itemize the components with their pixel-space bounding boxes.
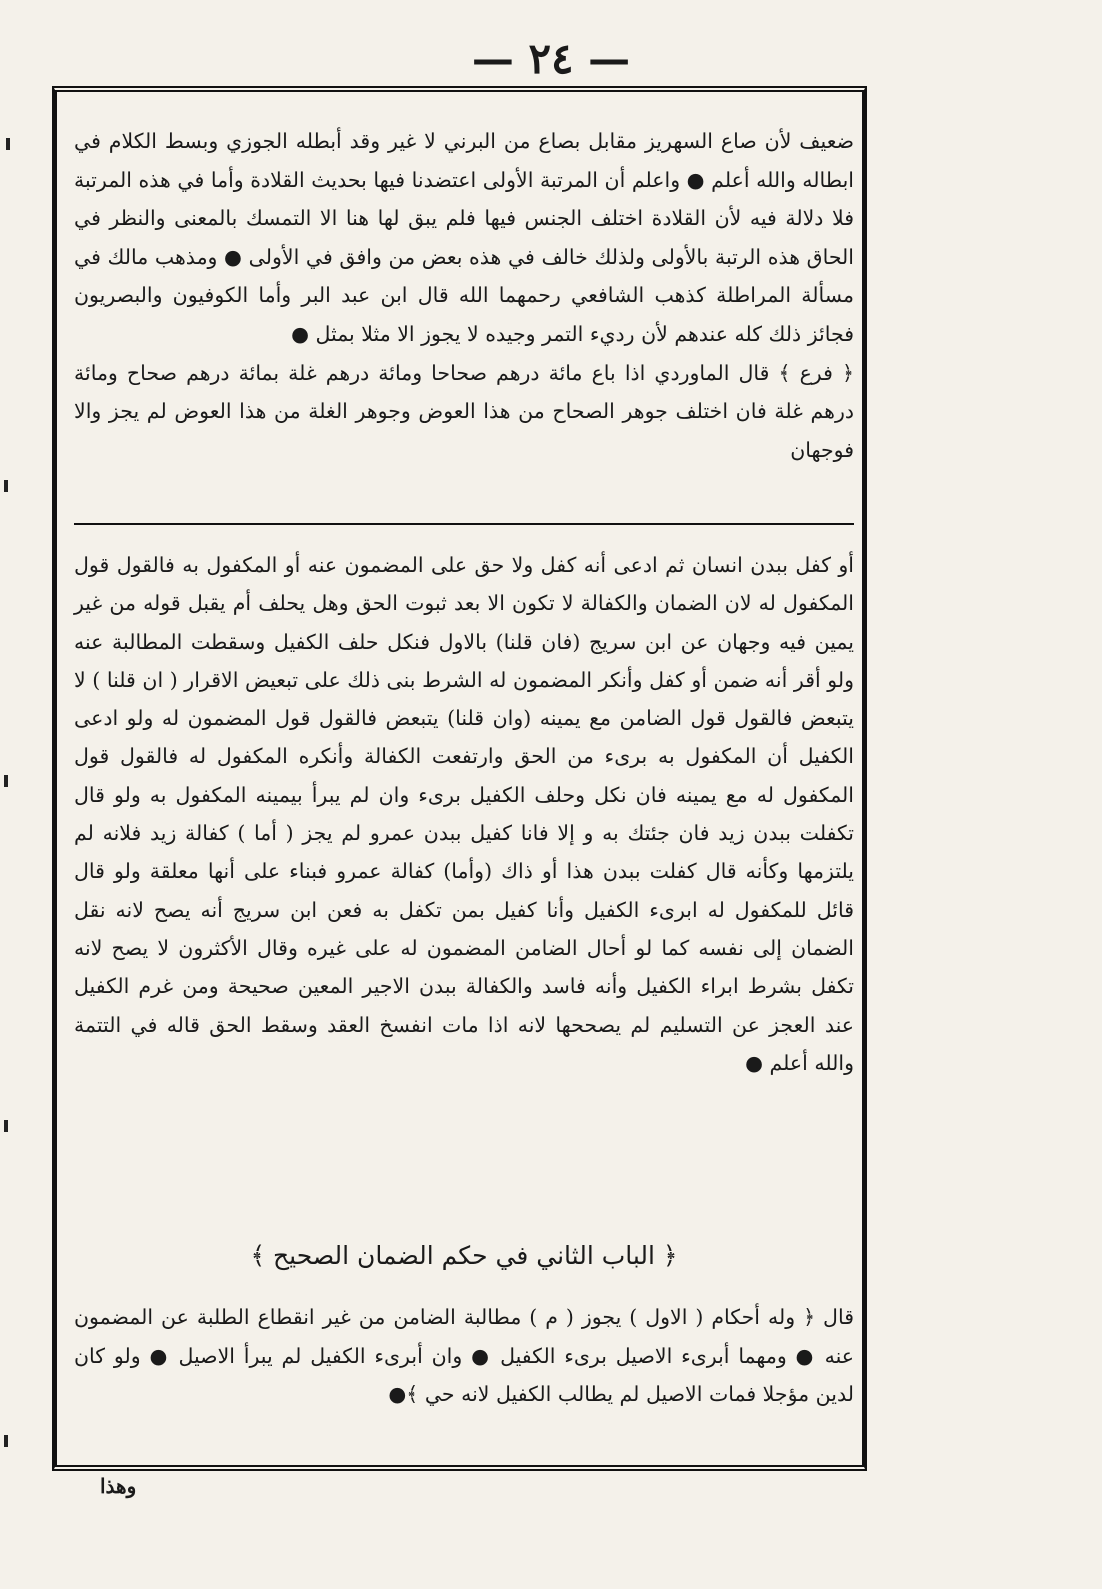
margin-mark — [4, 1435, 8, 1447]
section-divider — [74, 523, 854, 525]
margin-mark — [4, 480, 8, 492]
catchword: وهذا — [100, 1474, 137, 1498]
margin-mark — [4, 1120, 8, 1132]
lower-paragraph: أو كفل ببدن انسان ثم ادعى أنه كفل ولا حق على المضمون عنه أو المكفول به فالقول قول المكفول له لان الضمان والكفالة لا تكون الا بعد ثبوت الحق وهل يحلف أم يقبل قوله من غير يمين فيه وجهان عن ابن سريج (فان قلنا) بالاول فنكل حلف الكفيل وسقطت المطالبة عنه ولو أقر أنه ضمن أو كفل وأنكر المضمون له الشرط بنى ذلك على تبعيض الاقرار ( ان قلنا ) لا يتبعض فالقول قول الضامن مع يمينه (وان قلنا) يتبعض فالقول قول المضمون له ولو ادعى الكفيل أن المكفول به برىء من الحق وارتفعت الكفالة وأنكره المكفول له فالقول قول المكفول له مع يمينه فان نكل وحلف الكفيل برىء وان لم يبرأ بيمينه المكفول به ولو قال تكفلت ببدن زيد فان جئتك به و إلا فانا كفيل ببدن عمرو لم يجز ( أما ) كفالة زيد فلانه لم يلتزمها وكأنه قال كفلت ببدن هذا أو ذاك (وأما) كفالة عمرو فبناء على أنها معلقة ولو قال قائل للمكفول له ابرىء الكفيل وأنا كفيل بمن تكفل به فعن ابن سريج أنه يصح لانه نقل الضمان إلى نفسه كما لو أحال الضامن المضمون له على غيره وقال الأكثرون لا يصح لانه تكفل بشرط ابراء الكفيل وأنه فاسد والكفالة ببدن الاجير المعين صحيحة ومن غرم الكفيل عند العجز عن التسليم لم يصححها لانه اذا مات انفسخ العقد وسقط الحق قاله في التتمة والله أعلم ● — [74, 553, 854, 1075]
chapter-heading: ﴿ الباب الثاني في حكم الضمان الصحيح ﴾ — [250, 1241, 678, 1270]
upper-paragraph: ضعيف لأن صاع السهريز مقابل بصاع من البرني لا غير وقد أبطله الجوزي وبسط الكلام في ابطاله والله أعلم ● واعلم أن المرتبة الأولى اعتضدنا فيها بحديث القلادة وأما في هذه المرتبة فلا دلالة فيه لأن القلادة اختلف الجنس فيها فلم يبق لها هنا الا التمسك بالمعنى والنظر في الحاق هذه الرتبة بالأولى ولذلك خالف في هذه بعض من وافق في الأولى ● ومذهب مالك في مسألة المراطلة كذهب الشافعي رحمهما الله قال ابن عبد البر وأما الكوفيون والبصريون فجائز ذلك كله عندهم لأن رديء التمر وجيده لا يجوز الا مثلا بمثل ● — [74, 129, 854, 346]
closing-paragraph: قال ﴿ وله أحكام ( الاول ) يجوز ( م ) مطالبة الضامن من غير انقطاع الطلبة عن المضمون عنه ● ومهما أبرىء الاصيل برىء الكفيل ● وان أبرىء الكفيل لم يبرأ الاصيل ● ولو كان لدين مؤجلا فمات الاصيل لم يطالب الكفيل لانه حي ﴾● — [74, 1305, 854, 1407]
upper-paragraph-far: ﴿ فرع ﴾ قال الماوردي اذا باع مائة درهم صحاحا ومائة درهم غلة بمائة درهم صحاح ومائة درهم غلة فان اختلف جوهر الصحاح من هذا العوض وجوهر الغلة من هذا العوض لم يجز والا فوجهان — [74, 360, 854, 462]
lower-text-block — [74, 546, 854, 1082]
page-number: — ٢٤ — — [471, 34, 631, 83]
margin-mark — [4, 775, 8, 787]
upper-text-block — [74, 122, 854, 469]
margin-mark — [6, 138, 10, 150]
